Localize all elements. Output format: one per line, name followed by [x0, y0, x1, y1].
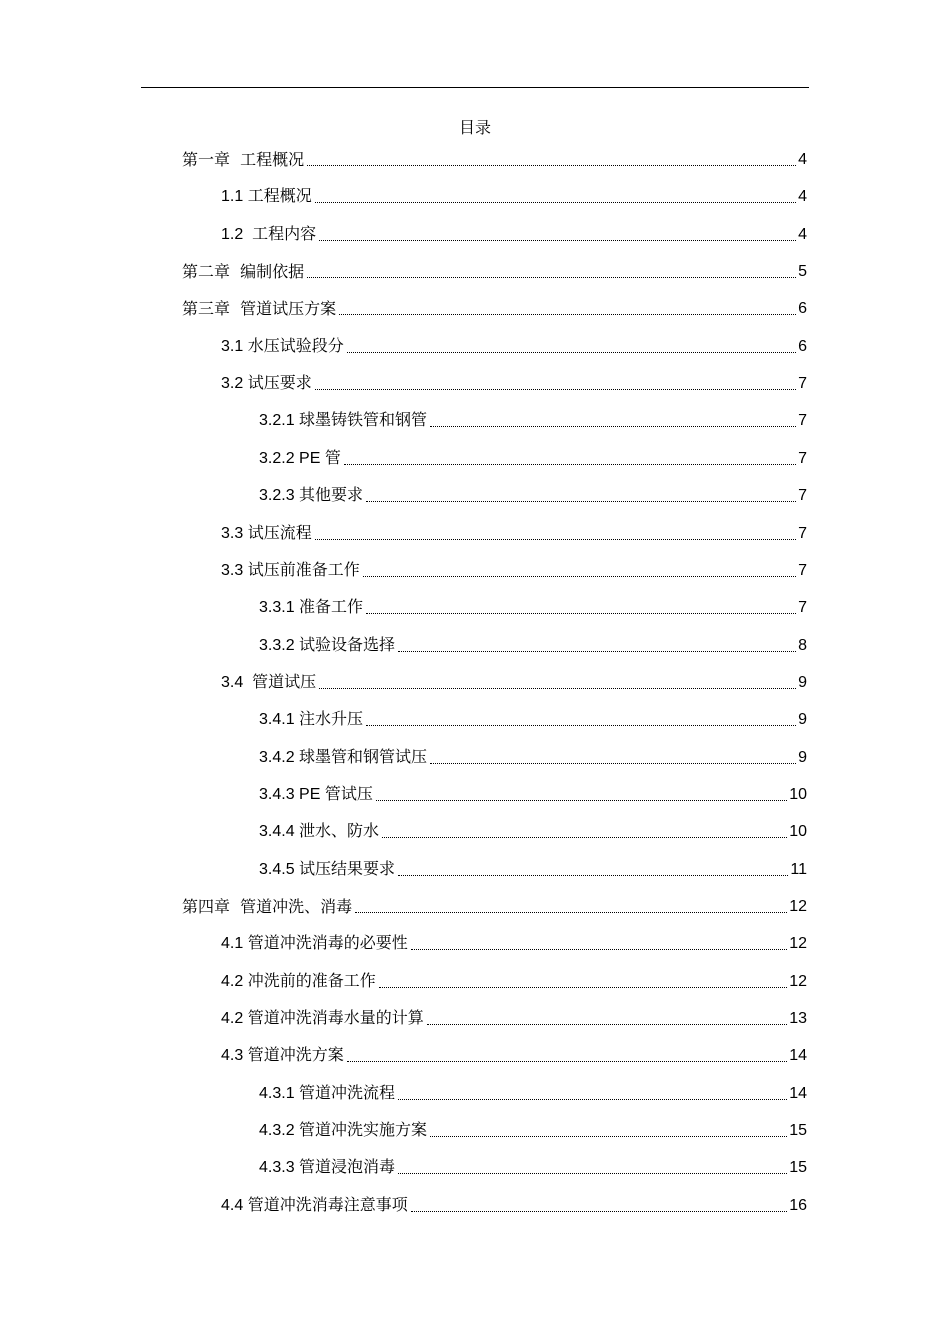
toc-entry-number: 3.4.1 — [259, 711, 300, 728]
toc-dot-leader — [411, 1211, 788, 1212]
toc-dot-leader — [379, 987, 788, 988]
toc-page-number: 12 — [789, 935, 807, 952]
toc-dot-leader — [355, 912, 787, 913]
toc-entry-label — [259, 1119, 427, 1142]
toc-entry-number: 3.3 — [221, 562, 248, 579]
toc-entry-number: 3.3 — [221, 525, 248, 542]
toc-dot-leader — [411, 949, 788, 950]
toc-entry-number: 3.2.2 PE — [259, 450, 325, 467]
toc-entry[interactable] — [221, 521, 807, 545]
toc-entry-number: 4.2 — [221, 973, 248, 990]
toc-dot-leader — [366, 501, 796, 502]
toc-dot-leader — [315, 389, 796, 390]
toc-page-number: 7 — [798, 450, 807, 467]
toc-entry-label — [182, 261, 304, 283]
toc-entry[interactable] — [182, 147, 807, 171]
toc-page-number: 7 — [798, 525, 807, 542]
toc-page-number: 7 — [798, 375, 807, 392]
toc-page-number: 9 — [798, 749, 807, 766]
toc-dot-leader — [398, 1173, 787, 1174]
toc-dot-leader — [344, 464, 796, 465]
toc-entry-label — [221, 932, 408, 955]
toc-entry[interactable] — [259, 1118, 807, 1142]
toc-entry[interactable] — [259, 745, 807, 769]
toc-entry-label — [259, 858, 395, 881]
toc-entry[interactable] — [259, 1155, 807, 1179]
toc-entry-title: 试压流程 — [247, 523, 312, 542]
toc-entry-title: 泄水、防水 — [299, 821, 380, 840]
toc-entry[interactable] — [221, 371, 807, 395]
toc-entry[interactable] — [221, 222, 807, 246]
toc-dot-leader — [347, 352, 796, 353]
toc-entry-title: 管道冲洗消毒注意事项 — [247, 1195, 408, 1214]
toc-page-number: 4 — [798, 226, 807, 243]
toc-entry-label — [259, 484, 363, 507]
toc-entry-title: 试压前准备工作 — [247, 560, 360, 579]
toc-page-number: 6 — [798, 300, 807, 317]
toc-dot-leader — [319, 240, 796, 241]
toc-entry[interactable] — [221, 1043, 807, 1067]
toc-entry-title: 管道冲洗消毒的必要性 — [247, 933, 408, 952]
header-rule — [141, 87, 809, 88]
toc-entry-number: 3.4.3 PE — [259, 786, 325, 803]
toc-entry-title: 管试压 — [324, 784, 373, 803]
toc-entry-number: 3.1 — [221, 338, 248, 355]
toc-dot-leader — [398, 651, 796, 652]
toc-entry-number: 3.4.2 — [259, 749, 300, 766]
toc-entry-title: 准备工作 — [299, 597, 364, 616]
toc-entry-number: 1.1 — [221, 188, 248, 205]
toc-page-number: 9 — [798, 711, 807, 728]
toc-page-number: 10 — [789, 786, 807, 803]
toc-entry[interactable] — [259, 782, 807, 806]
toc-entry-title: 管道冲洗流程 — [299, 1083, 396, 1102]
toc-entry[interactable] — [221, 1193, 807, 1217]
toc-page-number: 7 — [798, 599, 807, 616]
toc-entry-label — [221, 970, 376, 993]
toc-entry-title: 球墨铸铁管和钢管 — [299, 410, 428, 429]
toc-dot-leader — [430, 763, 796, 764]
toc-dot-leader — [315, 539, 796, 540]
toc-entry[interactable] — [259, 707, 807, 731]
toc-entry-label — [259, 409, 427, 432]
toc-entry[interactable] — [221, 670, 807, 694]
toc-dot-leader — [363, 576, 796, 577]
toc-dot-leader — [430, 1136, 787, 1137]
toc-entry-number: 3.4 — [221, 674, 253, 691]
toc-entry-label — [221, 671, 316, 694]
toc-page-number: 13 — [789, 1010, 807, 1027]
toc-entry-title: 管道冲洗消毒水量的计算 — [247, 1008, 424, 1027]
toc-page-number: 12 — [789, 898, 807, 915]
toc-entry-number: 3.2.1 — [259, 412, 300, 429]
toc-entry-title: 水压试验段分 — [247, 336, 344, 355]
toc-entry-label — [182, 149, 304, 171]
toc-dot-leader — [307, 165, 796, 166]
toc-entry-label — [221, 223, 316, 246]
toc-entry-label — [259, 746, 427, 769]
toc-entry[interactable] — [221, 558, 807, 582]
toc-entry-title: 第四章 管道冲洗、消毒 — [182, 897, 353, 916]
toc-entry-title: 管 — [324, 448, 341, 467]
toc-entry-title: 管道冲洗实施方案 — [299, 1120, 428, 1139]
toc-entry-number: 4.3.1 — [259, 1085, 300, 1102]
toc-entry-title: 试压要求 — [247, 373, 312, 392]
toc-entry[interactable] — [259, 857, 807, 881]
toc-entry[interactable] — [221, 931, 807, 955]
toc-entry[interactable] — [182, 296, 807, 320]
toc-entry[interactable] — [182, 894, 807, 918]
toc-entry-title: 管道冲洗方案 — [247, 1045, 344, 1064]
toc-entry[interactable] — [259, 595, 807, 619]
toc-entry-title: 工程概况 — [247, 186, 312, 205]
toc-entry-title: 冲洗前的准备工作 — [247, 971, 376, 990]
toc-entry-title: 试压结果要求 — [299, 859, 396, 878]
toc-entry-label — [221, 559, 360, 582]
toc-entry-label — [221, 335, 344, 358]
toc-entry-label — [259, 820, 379, 843]
toc-entry[interactable] — [221, 1006, 807, 1030]
toc-page-number: 11 — [790, 861, 807, 878]
toc-entry-label — [259, 634, 395, 657]
toc-entry-number: 3.2 — [221, 375, 248, 392]
toc-entry[interactable] — [259, 1081, 807, 1105]
toc-entry-label — [259, 447, 341, 470]
toc-page-number: 14 — [789, 1047, 807, 1064]
toc-entry-number: 3.4.4 — [259, 823, 300, 840]
toc-entry-label — [259, 1082, 395, 1105]
toc-page-number: 10 — [789, 823, 807, 840]
toc-page-number: 14 — [789, 1085, 807, 1102]
toc-title: 目录 — [458, 118, 491, 137]
toc-page-number: 4 — [798, 188, 807, 205]
toc-dot-leader — [366, 613, 796, 614]
toc-entry-title: 管道浸泡消毒 — [299, 1157, 396, 1176]
toc-entry-label — [259, 1156, 395, 1179]
toc-dot-leader — [382, 837, 787, 838]
toc-entry-number: 1.2 — [221, 226, 253, 243]
toc-entry[interactable] — [259, 819, 807, 843]
toc-entry-label — [221, 372, 312, 395]
toc-entry[interactable] — [221, 334, 807, 358]
toc-entry-title: 管道试压 — [252, 672, 317, 691]
toc-entry-title: 注水升压 — [299, 709, 364, 728]
toc-entry-title: 试验设备选择 — [299, 635, 396, 654]
toc-dot-leader — [398, 1099, 787, 1100]
toc-page-number: 12 — [789, 973, 807, 990]
toc-page-number: 7 — [798, 562, 807, 579]
toc-dot-leader — [376, 800, 787, 801]
toc-entry-number: 3.3.2 — [259, 637, 300, 654]
toc-entry-number: 4.3.2 — [259, 1122, 300, 1139]
toc-entry-title: 第一章 工程概况 — [182, 150, 305, 169]
toc-entry-number: 4.3 — [221, 1047, 248, 1064]
toc-entry-number: 4.4 — [221, 1197, 248, 1214]
toc-entry-number: 4.2 — [221, 1010, 248, 1027]
toc-dot-leader — [347, 1061, 788, 1062]
toc-entry[interactable] — [221, 184, 807, 208]
toc-entry-label — [221, 1194, 408, 1217]
toc-entry[interactable] — [259, 408, 807, 432]
toc-page-number: 5 — [798, 263, 807, 280]
toc-entry-title: 球墨管和钢管试压 — [299, 747, 428, 766]
toc-page-number: 9 — [798, 674, 807, 691]
toc-entry-title: 工程内容 — [252, 224, 317, 243]
toc-page-number: 16 — [789, 1197, 807, 1214]
toc-entry-number: 3.4.5 — [259, 861, 300, 878]
toc-dot-leader — [427, 1024, 788, 1025]
toc-entry-title: 第三章 管道试压方案 — [182, 299, 337, 318]
toc-dot-leader — [366, 725, 796, 726]
toc-page-number: 6 — [798, 338, 807, 355]
toc-dot-leader — [307, 277, 796, 278]
toc-entry-number: 3.2.3 — [259, 487, 300, 504]
toc-entry-label — [221, 185, 312, 208]
toc-page-number: 15 — [789, 1159, 807, 1176]
toc-page-number: 7 — [798, 487, 807, 504]
toc-entry-label — [221, 1044, 344, 1067]
toc-entry-number: 4.1 — [221, 935, 248, 952]
toc-dot-leader — [319, 688, 796, 689]
toc-entry-number: 4.3.3 — [259, 1159, 300, 1176]
toc-dot-leader — [398, 875, 788, 876]
toc-entry-label — [221, 522, 312, 545]
toc-entry-label — [259, 783, 373, 806]
toc-entry[interactable] — [182, 259, 807, 283]
toc-entry-label — [259, 596, 363, 619]
toc-entry[interactable] — [259, 483, 807, 507]
toc-entry-label — [182, 896, 352, 918]
toc-entry[interactable] — [259, 633, 807, 657]
toc-page-number: 8 — [798, 637, 807, 654]
toc-dot-leader — [339, 314, 796, 315]
toc-page-number: 15 — [789, 1122, 807, 1139]
toc-dot-leader — [315, 202, 796, 203]
toc-page-number: 7 — [798, 412, 807, 429]
toc-dot-leader — [430, 426, 796, 427]
toc-entry-number: 3.3.1 — [259, 599, 300, 616]
toc-entry-label — [259, 708, 363, 731]
toc-page-number: 4 — [798, 151, 807, 168]
toc-entry-title: 其他要求 — [299, 485, 364, 504]
toc-entry-label — [182, 298, 336, 320]
toc-entry-label — [221, 1007, 424, 1030]
toc-entry[interactable] — [259, 446, 807, 470]
toc-entry-title: 第二章 编制依据 — [182, 262, 305, 281]
toc-entry[interactable] — [221, 969, 807, 993]
